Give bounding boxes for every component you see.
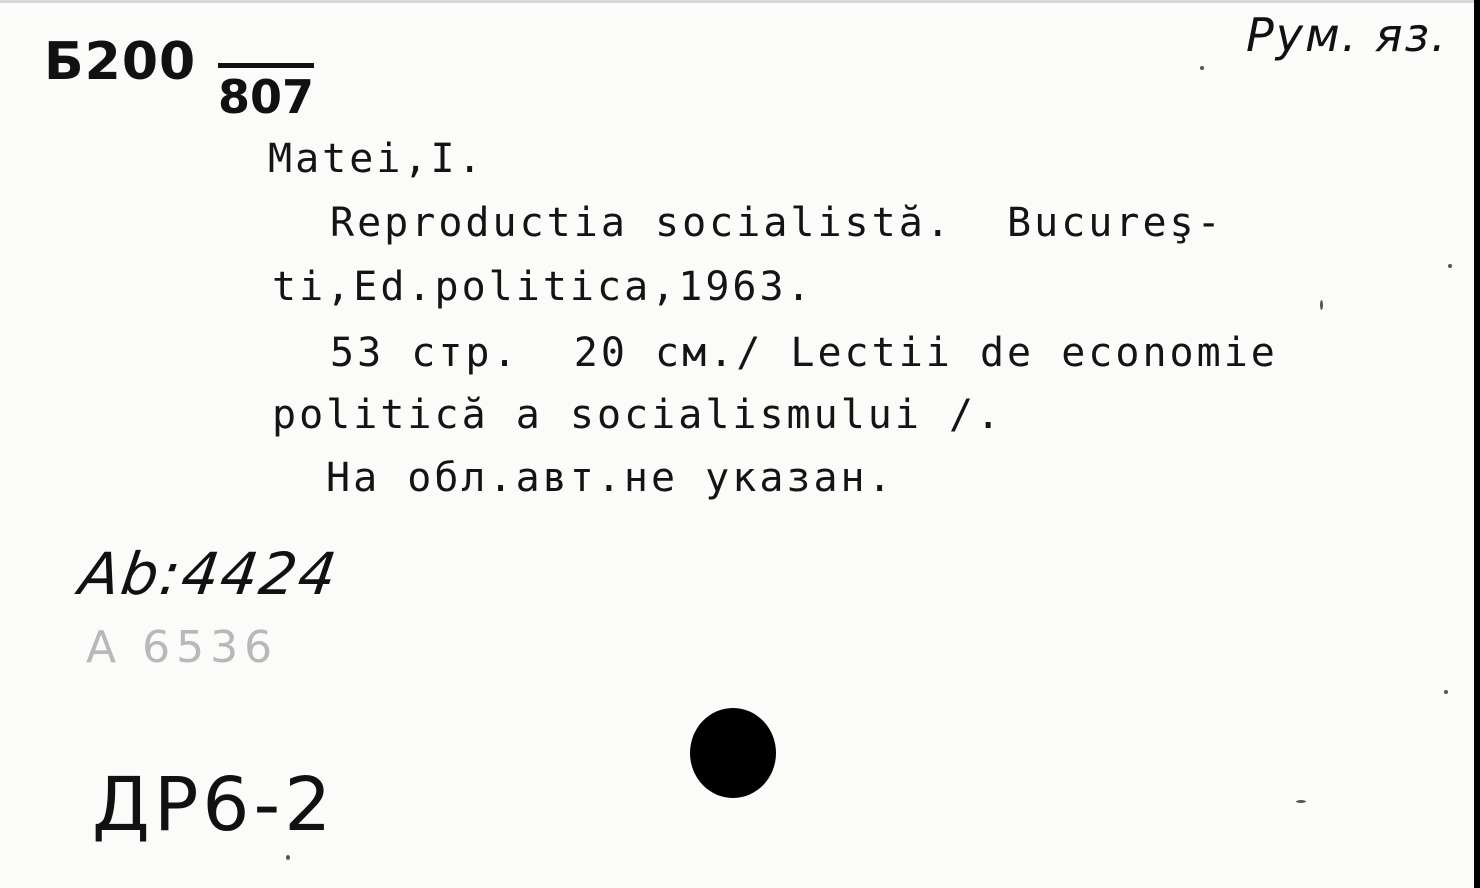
- card-right-edge: [1474, 0, 1480, 888]
- bottom-code: ДР6-2: [92, 762, 336, 848]
- faded-stamp: A 6536: [86, 622, 279, 673]
- series-line: politică a socialismului /.: [272, 392, 1004, 438]
- punch-hole: [690, 708, 776, 798]
- note-line: На обл.авт.не указан.: [326, 455, 895, 501]
- collation-line: 53 стр. 20 см./ Lectii de economie: [330, 330, 1278, 376]
- shelfmark-sub: 807: [218, 70, 315, 124]
- title-line: Reproductia socialistă. Bucureş-: [330, 200, 1224, 246]
- speck: [1444, 690, 1448, 694]
- shelfmark: Б200: [44, 32, 197, 92]
- speck: [1296, 800, 1306, 803]
- speck: [286, 855, 290, 860]
- shelfmark-divider: [218, 63, 314, 68]
- speck: [1448, 264, 1452, 268]
- speck: [1200, 66, 1204, 70]
- author-line: Matei,I.: [268, 136, 485, 182]
- handwritten-number: Ab:4424: [75, 540, 343, 608]
- imprint-line: ti,Ed.politica,1963.: [272, 264, 814, 310]
- language-note: Рум. яз.: [1246, 8, 1448, 62]
- speck: [1320, 300, 1323, 310]
- card-top-edge: [0, 0, 1480, 3]
